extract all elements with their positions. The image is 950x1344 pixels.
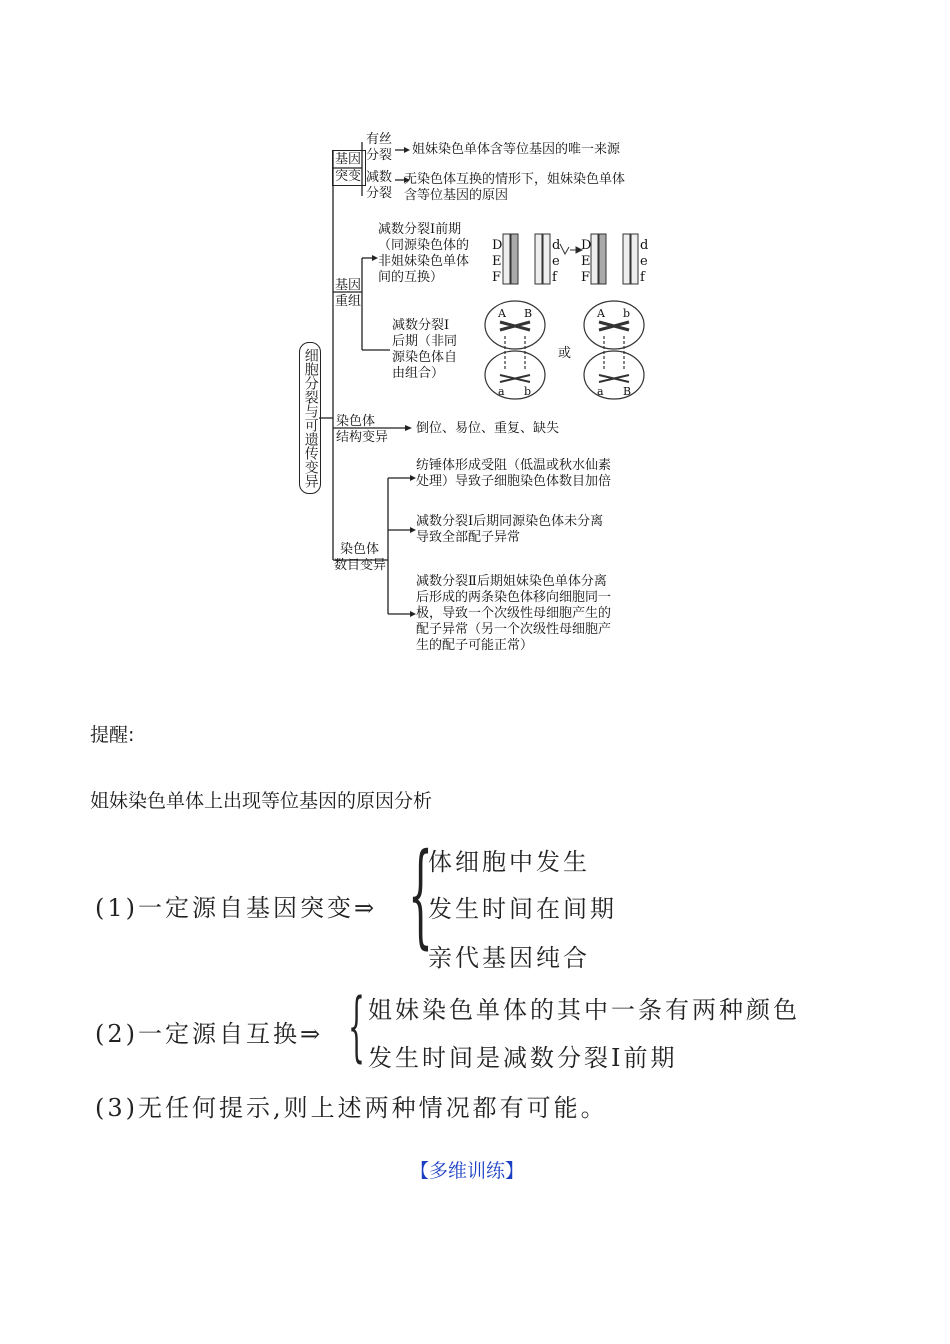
- rule-2-item: 姐妹染色单体的其中一条有两种颜色: [368, 996, 800, 1024]
- number-item-line: 导致全部配子异常: [416, 530, 521, 545]
- diagram-root-title: 细胞分裂与可遗传变异: [299, 342, 321, 494]
- number-item-line: 纺锤体形成受阻（低温或秋水仙素: [416, 458, 612, 473]
- chromo-letter: F: [581, 270, 591, 285]
- chromo-letters-b: [552, 238, 560, 286]
- mitosis-label-2: 分裂: [366, 148, 393, 163]
- number-item-line: 处理）导致子细胞染色体数目加倍: [416, 474, 612, 489]
- chromo-letter: E: [581, 254, 591, 269]
- chromosome-figure: [503, 234, 638, 284]
- rule-1-item: 发生时间在间期: [428, 895, 617, 923]
- number-item-line: 后形成的两条染色体移向细胞同一: [416, 590, 612, 605]
- gene-mutation-label: [332, 150, 366, 186]
- meiosis-label-1: 减数: [366, 170, 393, 185]
- number-label-2: 数目变异: [334, 558, 387, 573]
- prophase-line: 间的互换）: [378, 270, 444, 285]
- cell-figure-right: [584, 301, 644, 399]
- cell-label-B: B: [524, 307, 533, 320]
- structure-text: 倒位、易位、重复、缺失: [416, 421, 560, 436]
- prophase-text: [378, 222, 469, 286]
- cell-label-A2: A: [597, 307, 605, 320]
- meiosis-text-1: 无染色体互换的情形下，姐妹染色单体: [404, 172, 626, 187]
- rule-1-prefix: (1)一定源自基因突变⇒: [95, 894, 378, 922]
- cell-label-b2: b: [623, 307, 631, 320]
- number-item-2: [416, 514, 603, 546]
- meiosis-text: [404, 172, 625, 204]
- number-label-1: 染色体: [340, 542, 380, 557]
- multi-training-heading: 【多维训练】: [410, 1160, 525, 1182]
- number-item-line: 减数分裂Ⅱ后期姐妹染色单体分离: [416, 574, 607, 589]
- cell-figure-left: [485, 301, 545, 399]
- anaphase-line: 源染色体自: [392, 350, 458, 365]
- rule-1-brace: {: [408, 830, 433, 960]
- meiosis-label-2: 分裂: [366, 186, 393, 201]
- cell-label-B2: B: [623, 385, 632, 398]
- anaphase-text: [392, 318, 457, 382]
- number-item-1: [416, 458, 611, 490]
- mitosis-label: [366, 132, 392, 164]
- meiosis-text-2: 含等位基因的原因: [404, 188, 509, 203]
- chromo-letter: e: [640, 254, 648, 269]
- number-item-line: 减数分裂Ⅰ后期同源染色体未分离: [416, 514, 604, 529]
- gene-mutation-label-text: 基因突变: [335, 152, 362, 184]
- meiosis-label: [366, 170, 392, 202]
- anaphase-line: 减数分裂Ⅰ: [392, 318, 450, 333]
- cell-label-b: b: [524, 385, 532, 398]
- prophase-line: （同源染色体的: [378, 238, 470, 253]
- rule-2-brace: {: [348, 981, 365, 1070]
- number-item-line: 生的配子可能正常）: [416, 638, 534, 653]
- rule-1-item: 亲代基因纯合: [428, 944, 590, 972]
- mitosis-text: 姐妹染色单体含等位基因的唯一来源: [412, 142, 621, 157]
- chromo-letter: d: [552, 238, 561, 253]
- rule-1-item: 体细胞中发生: [428, 848, 590, 876]
- anaphase-line: 由组合）: [392, 366, 445, 381]
- cell-label-A: A: [498, 307, 506, 320]
- chromo-letter: e: [552, 254, 560, 269]
- cell-label-a: a: [498, 385, 505, 398]
- prophase-line: 减数分裂Ⅰ前期: [378, 222, 462, 237]
- recombination-label-1: 基因: [335, 278, 362, 293]
- chromo-letter: D: [492, 238, 503, 253]
- rule-3: (3)无任何提示,则上述两种情况都有可能。: [95, 1094, 608, 1122]
- mitosis-label-1: 有丝: [366, 132, 393, 147]
- rule-2-prefix: (2)一定源自互换⇒: [95, 1020, 324, 1048]
- recombination-label-2: 重组: [335, 294, 362, 309]
- cell-label-a2: a: [597, 385, 604, 398]
- or-label: 或: [558, 346, 572, 361]
- prophase-line: 非姐妹染色单体: [378, 254, 470, 269]
- chromo-letters-a: [492, 238, 502, 286]
- rule-2-item: 发生时间是减数分裂Ⅰ前期: [368, 1044, 678, 1072]
- structure-label-1: 染色体: [336, 414, 376, 429]
- reminder-label: 提醒:: [90, 724, 135, 746]
- chromo-letter: f: [552, 270, 557, 285]
- number-item-line: 配子异常（另一个次级性母细胞产: [416, 622, 612, 637]
- chromo-letter: d: [640, 238, 649, 253]
- chromo-letter: D: [581, 238, 592, 253]
- reminder-title: 姐妹染色单体上出现等位基因的原因分析: [90, 790, 433, 812]
- recombination-label: [335, 278, 361, 310]
- structure-label-2: 结构变异: [336, 430, 389, 445]
- structure-label: [336, 414, 388, 446]
- chromo-letters-c: [581, 238, 591, 286]
- number-item-3: [416, 574, 611, 654]
- anaphase-line: 后期（非同: [392, 334, 458, 349]
- chromo-letter: f: [640, 270, 645, 285]
- chromo-letter: F: [492, 270, 502, 285]
- number-label: [334, 542, 386, 574]
- chromo-letters-d: [640, 238, 648, 286]
- number-item-line: 极，导致一个次级性母细胞产生的: [416, 606, 612, 621]
- chromo-letter: E: [492, 254, 502, 269]
